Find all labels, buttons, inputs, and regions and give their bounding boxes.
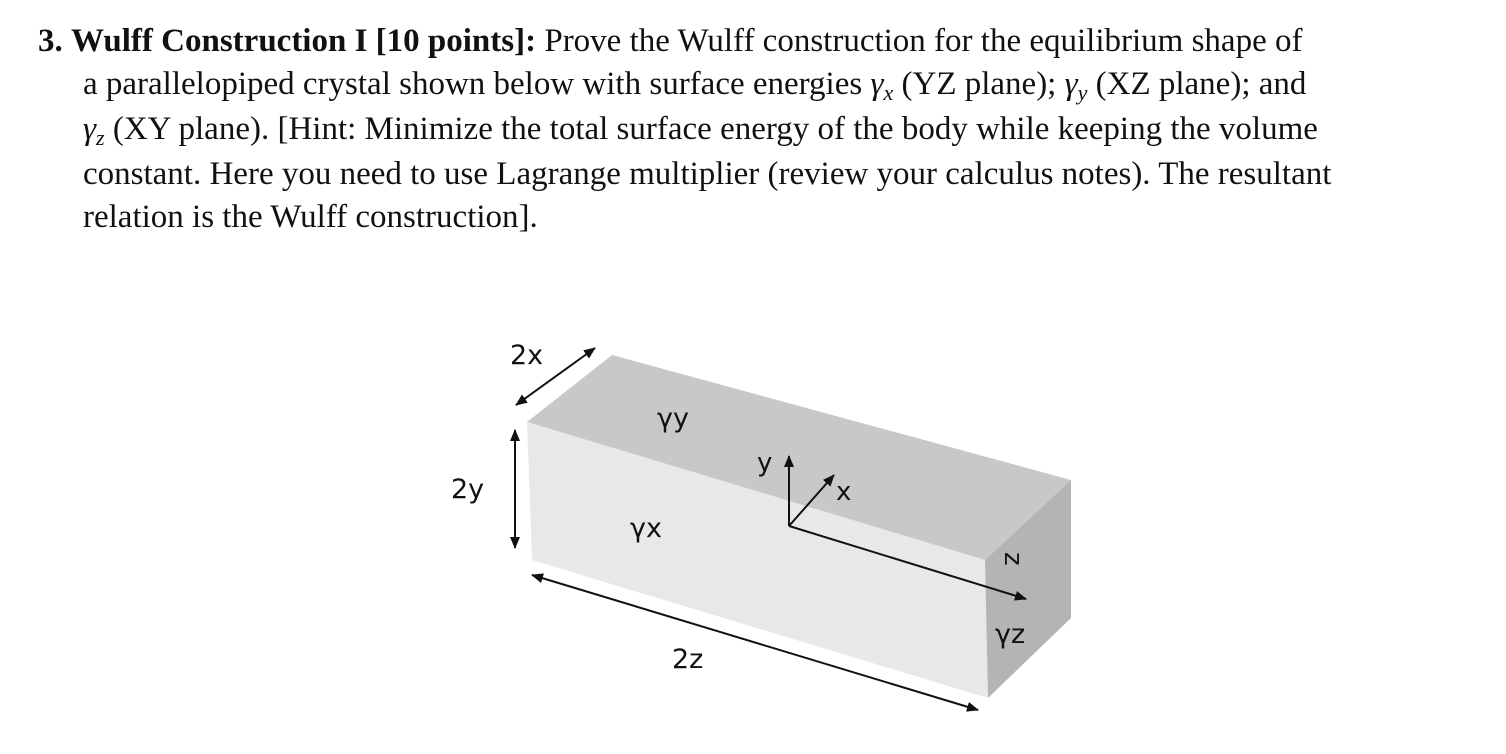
- label-2x: 2x: [510, 340, 544, 371]
- subscript-x: x: [883, 80, 894, 105]
- problem-text-3: (XY plane). [Hint: Minimize the total surface energy of the body while keeping the volume: [112, 111, 1318, 147]
- problem-title: Wulff Construction I [10 points]:: [71, 23, 537, 59]
- problem-text-2c: (XZ plane); and: [1095, 66, 1307, 102]
- axis-label-x: x: [836, 477, 852, 507]
- axis-label-z: z: [998, 552, 1028, 566]
- gamma-symbol: γ: [83, 111, 97, 147]
- subscript-y: y: [1077, 80, 1088, 105]
- subscript-z: z: [96, 125, 105, 150]
- problem-text-1: Prove the Wulff construction for the equilibrium shape of: [544, 23, 1303, 59]
- label-2z: 2z: [672, 644, 704, 675]
- problem-text-2b: (YZ plane);: [901, 66, 1057, 102]
- gamma-symbol: γ: [870, 66, 884, 102]
- problem-text-2a: a parallelopiped crystal shown below with surface energies: [83, 66, 863, 102]
- problem-number: 3.: [38, 23, 63, 59]
- problem-text-5: relation is the Wulff construction].: [83, 199, 538, 235]
- axis-label-y: y: [757, 448, 773, 478]
- label-gamma-y: γy: [657, 403, 689, 434]
- label-2y: 2y: [451, 474, 485, 505]
- gamma-symbol: γ: [1064, 66, 1078, 102]
- label-gamma-z: γz: [995, 619, 1026, 650]
- label-gamma-x: γx: [630, 513, 662, 544]
- problem-text-4: constant. Here you need to use Lagrange multiplier (review your calculus notes). The resultant: [83, 156, 1332, 192]
